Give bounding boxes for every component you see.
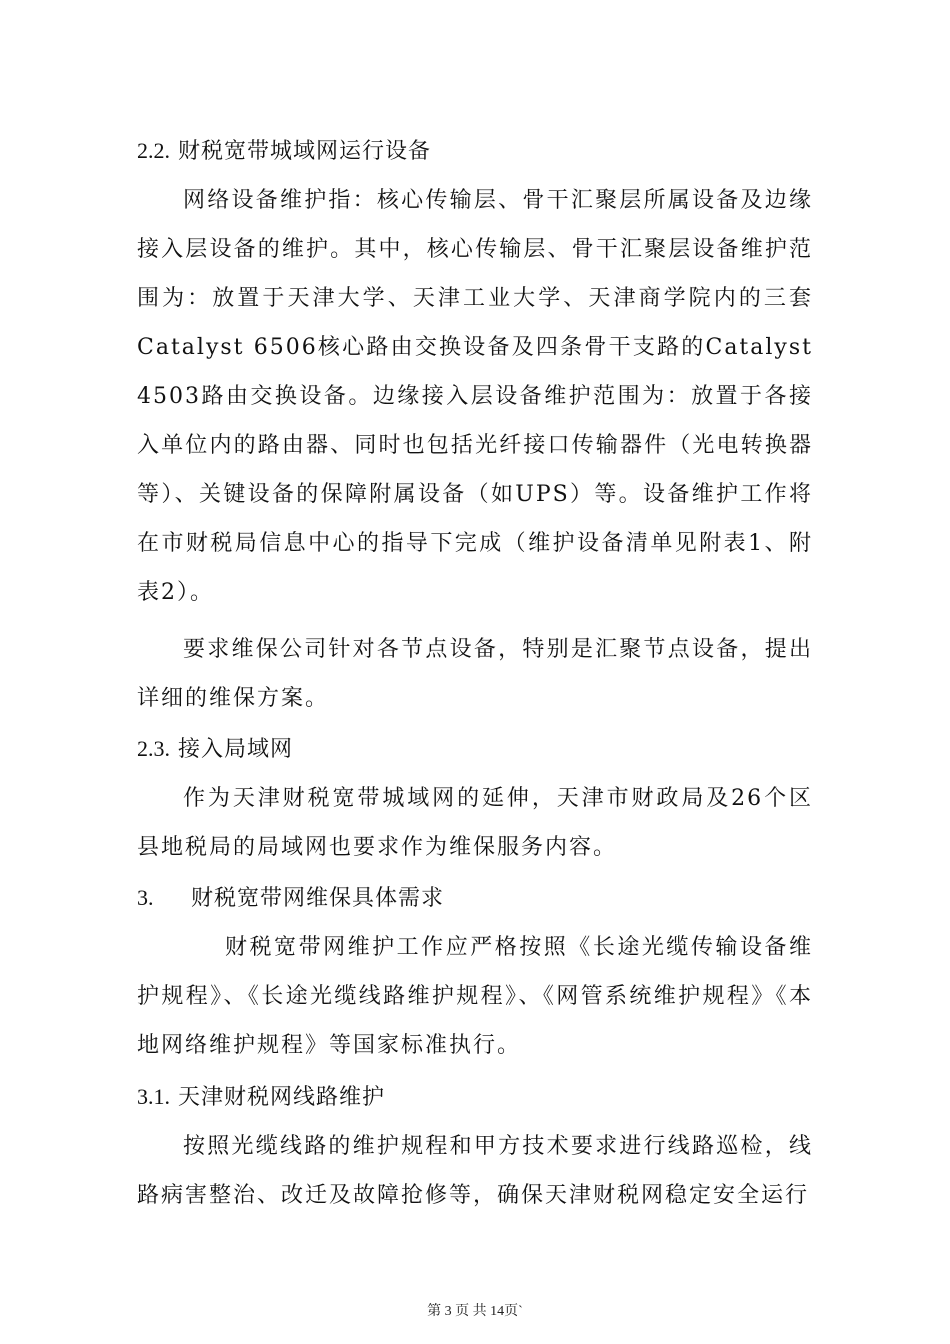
section-title: 天津财税网线路维护 xyxy=(178,1085,386,1110)
paragraph: 按照光缆线路的维护规程和甲方技术要求进行线路巡检，线路病害整治、改迁及故障抢修等，确保天津财税网稳定安全运行 xyxy=(137,1134,813,1208)
section-number: 3. xyxy=(137,885,154,910)
paragraph: 网络设备维护指：核心传输层、骨干汇聚层所属设备及边缘接入层设备的维护。其中，核心传输层、骨干汇聚层设备维护范围为：放置于天津大学、天津工业大学、天津商学院内的三套Catalyst 6506核心路由交换设备及四条骨干支路的Catalyst 4503路由交换设备。边缘接入层设备维护范围为：放置于各接入单位内的路由器、同时也包括光纤接口传输器件（光电转换器等）、关键设备的保障附属设备（如UPS）等。设备维护工作将在市财税局信息中心的指导下完成（维护设备清单见附表1、附表2）。 xyxy=(137,188,813,605)
section-number: 3.1. xyxy=(137,1084,170,1109)
section-3-heading xyxy=(137,883,444,914)
section-title: 财税宽带城域网运行设备 xyxy=(178,139,432,164)
section-number: 2.3. xyxy=(137,736,170,761)
page-footer: 第 3 页 共 14页` xyxy=(427,1304,523,1319)
section-title: 接入局域网 xyxy=(178,737,294,762)
section-2-3-heading xyxy=(137,734,293,765)
paragraph: 要求维保公司针对各节点设备，特别是汇聚节点设备，提出详细的维保方案。 xyxy=(137,637,813,711)
paragraph: 财税宽带网维护工作应严格按照《长途光缆传输设备维护规程》、《长途光缆线路维护规程》、《网管系统维护规程》《本地网络维护规程》等国家标准执行。 xyxy=(137,935,813,1058)
paragraph: 作为天津财税宽带城域网的延伸，天津市财政局及26个区县地税局的局域网也要求作为维保服务内容。 xyxy=(137,786,813,860)
section-2-2-heading xyxy=(137,136,431,167)
section-title: 财税宽带网维保具体需求 xyxy=(191,886,445,911)
section-3-1-heading xyxy=(137,1082,385,1113)
section-number: 2.2. xyxy=(137,138,170,163)
